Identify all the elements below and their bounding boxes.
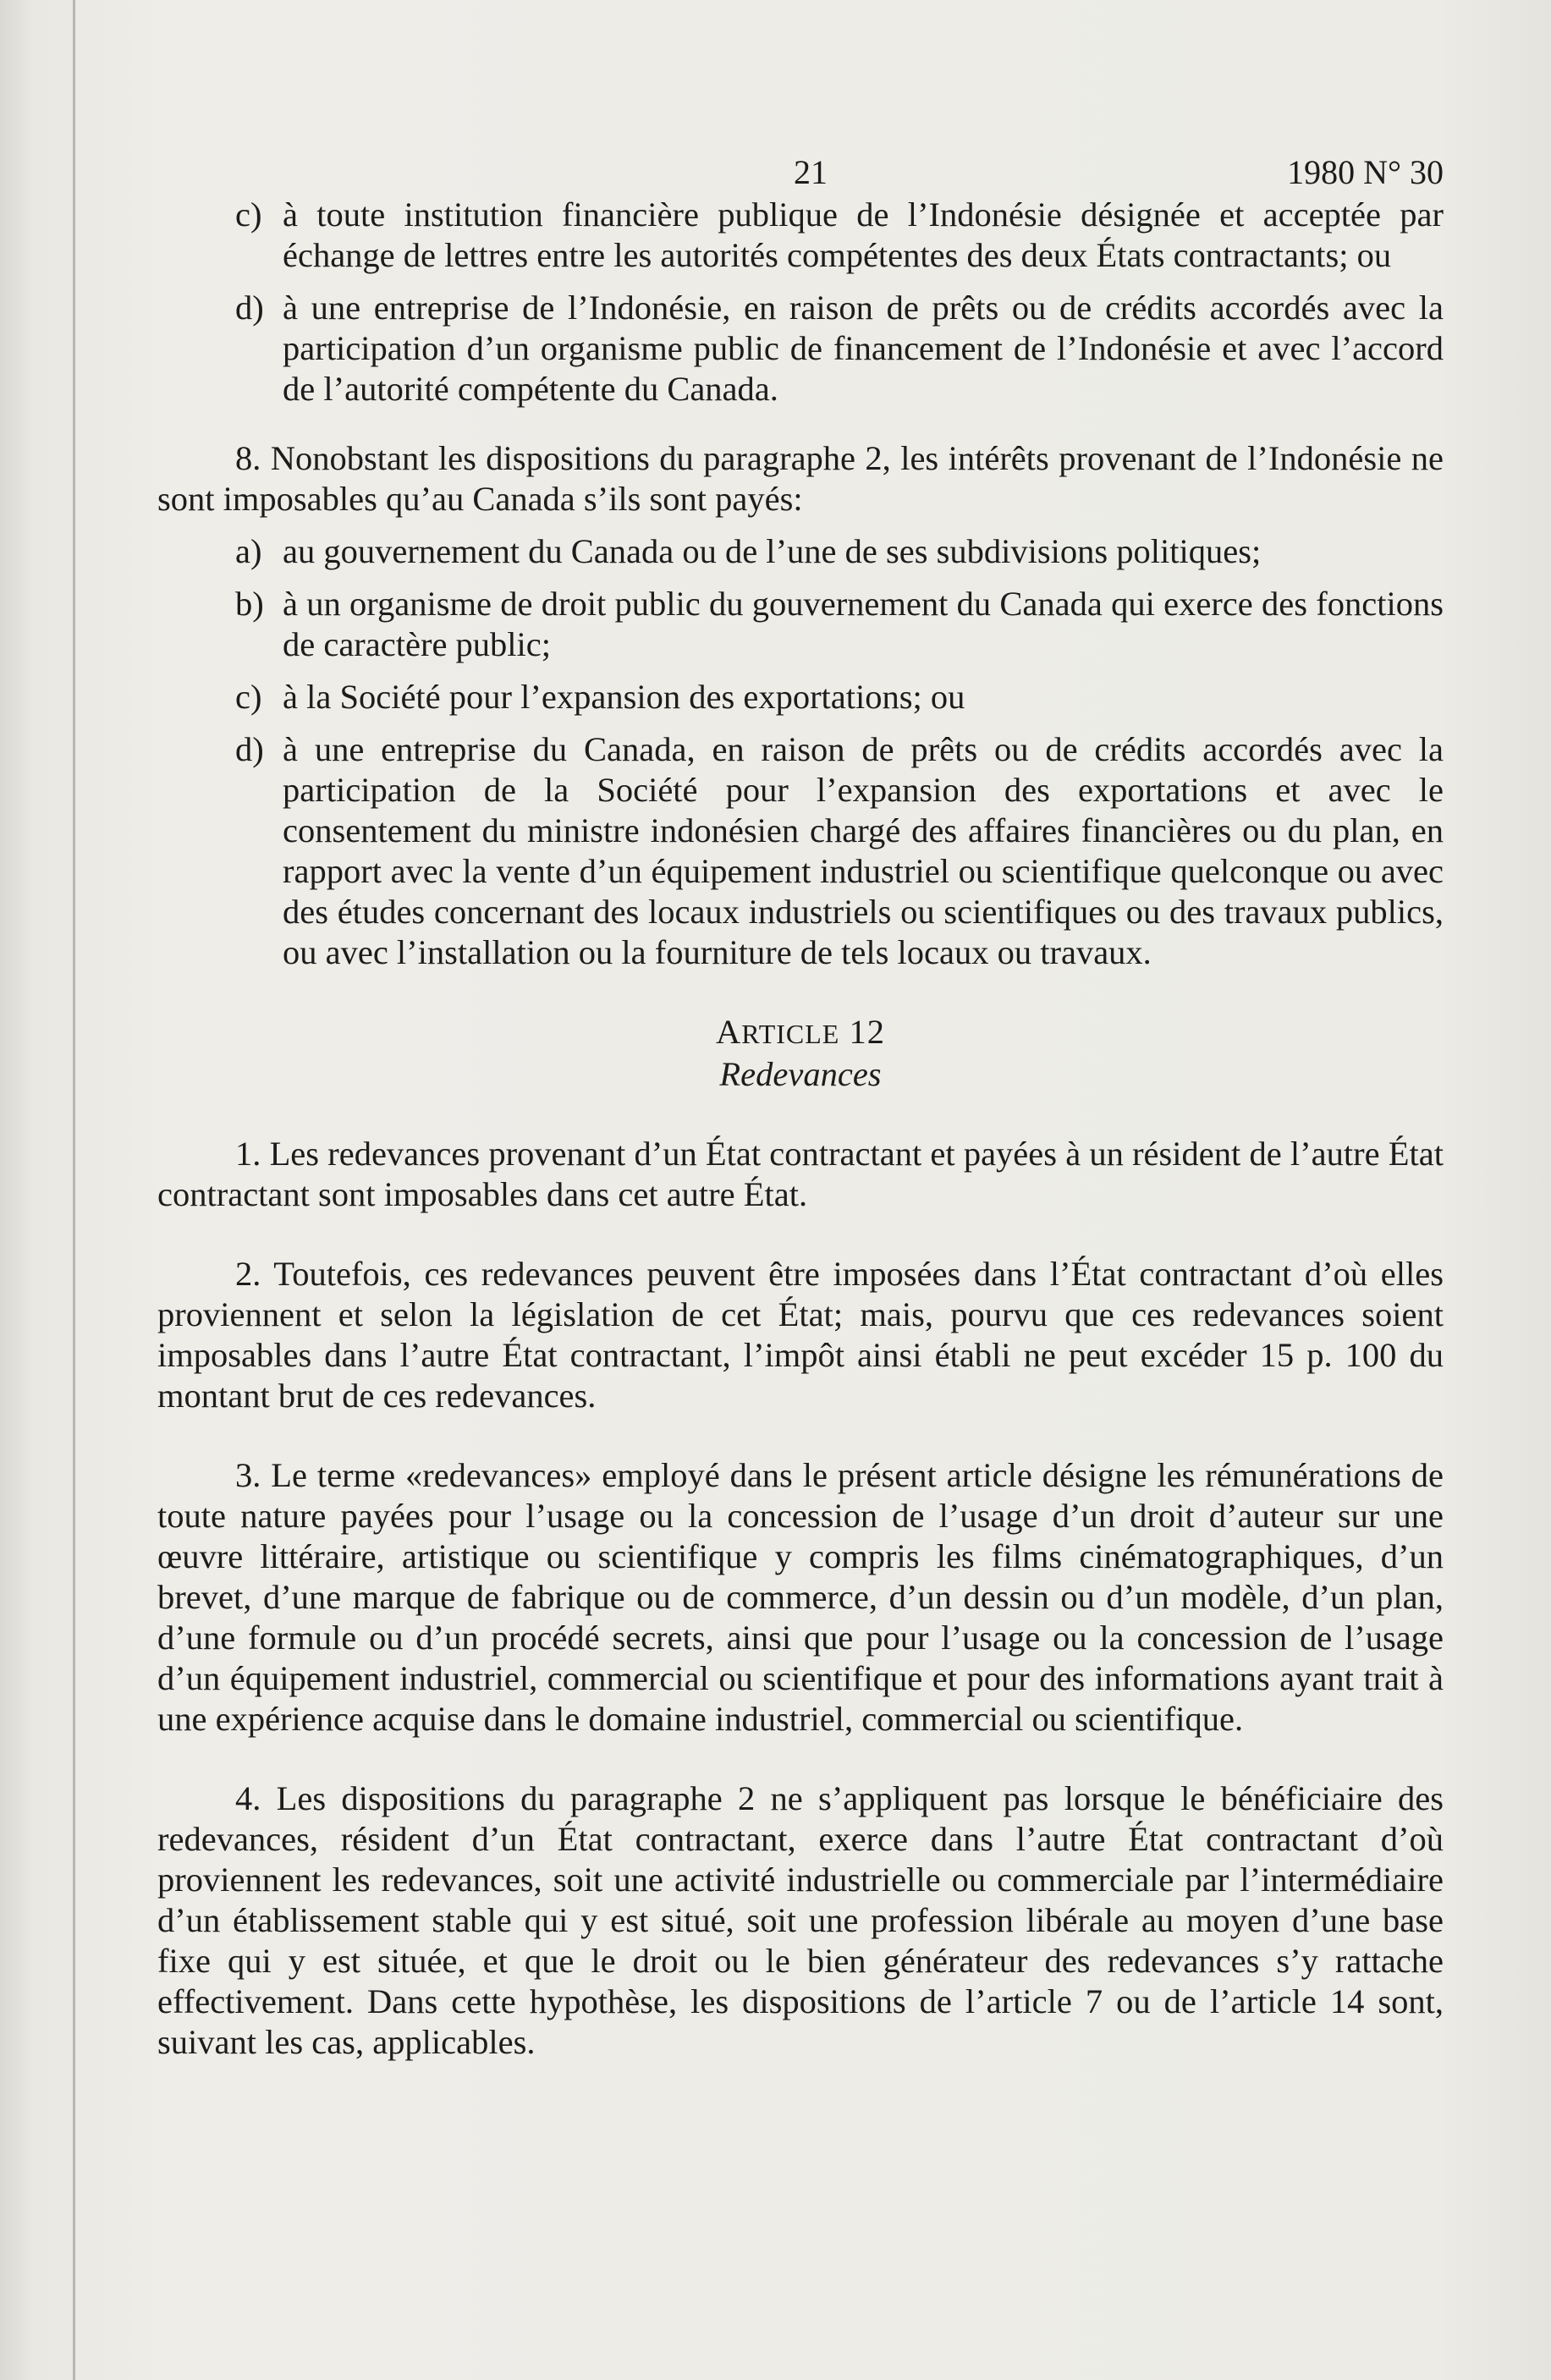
document-body bbox=[157, 135, 1444, 2063]
item-label: b) bbox=[235, 585, 264, 623]
item-text: au gouvernement du Canada ou de l’une de ses subdivisions politiques; bbox=[283, 532, 1262, 570]
list-item bbox=[157, 677, 1444, 717]
paragraph-8: 8. Nonobstant les dispositions du paragraphe 2, les intérêts provenant de l’Indonésie ne sont imposables qu’au Canada s’ils sont payés: bbox=[157, 439, 1444, 518]
item-text: à une entreprise du Canada, en raison de prêts ou de crédits accordés avec la participation de la Société pour l’expansion des exportations et avec le consentement du ministre indonésien chargé des affaires financières ou du plan, en rapport avec la vente d’un équipement industriel ou scientifique quelconque ou avec des études concernant des locaux industriels ou scientifiques ou des travaux publics, ou avec l’installation ou la fourniture de tels locaux ou travaux. bbox=[283, 730, 1444, 971]
paragraph-2: 2. Toutefois, ces redevances peuvent être imposées dans l’État contractant d’où elles proviennent et selon la législation de cet État; mais, pourvu que ces redevances soient imposables dans l’autre État contractant, l’impôt ainsi établi ne peut excéder 15 p. 100 du montant brut de ces redevances. bbox=[157, 1255, 1444, 1415]
article-number: 12 bbox=[849, 1013, 885, 1051]
list-item bbox=[157, 729, 1444, 973]
page-number: 21 bbox=[794, 153, 828, 191]
document-reference: 1980 N° 30 bbox=[1287, 153, 1444, 191]
paragraph-3: 3. Le terme «redevances» employé dans le présent article désigne les rémunérations de toute nature payées pour l’usage ou la concession de l’usage d’un droit d’auteur sur une œuvre littéraire, artistique ou scientifique y compris les films cinématographiques, d’un brevet, d’une marque de fabrique ou de commerce, d’un dessin ou d’un modèle, d’un plan, d’une formule ou d’un procédé secrets, ainsi que pour l’usage ou la concession de l’usage d’un équipement industriel, commercial ou scientifique et pour des informations ayant trait à une expérience acquise dans le domaine industriel, commercial ou scientifique. bbox=[157, 1456, 1444, 1738]
item-label: d) bbox=[235, 730, 264, 768]
item-text: à la Société pour l’expansion des exportations; ou bbox=[283, 678, 965, 716]
item-label: d) bbox=[235, 289, 264, 327]
article-title bbox=[157, 1012, 1444, 1054]
item-label: c) bbox=[235, 195, 262, 234]
article-title-rest: RTICLE bbox=[741, 1019, 840, 1049]
paragraph-1: 1. Les redevances provenant d’un État contractant et payées à un résident de l’autre État contractant sont imposables dans cet autre État. bbox=[157, 1135, 1444, 1213]
list-item bbox=[157, 288, 1444, 409]
list-item bbox=[157, 195, 1444, 276]
item-text: à un organisme de droit public du gouvernement du Canada qui exerce des fonctions de caractère public; bbox=[283, 585, 1444, 663]
binding-gutter bbox=[73, 0, 75, 2380]
article-subtitle: Redevances bbox=[719, 1055, 882, 1093]
list-item bbox=[157, 584, 1444, 665]
item-label: a) bbox=[235, 532, 262, 570]
page-header bbox=[157, 135, 1444, 195]
item-label: c) bbox=[235, 678, 262, 716]
item-text: à toute institution financière publique de l’Indonésie désignée et acceptée par échange de lettres entre les autorités compétentes des deux États contractants; ou bbox=[283, 195, 1444, 274]
list-item bbox=[157, 531, 1444, 572]
paragraph-4: 4. Les dispositions du paragraphe 2 ne s’appliquent pas lorsque le bénéficiaire des redevances, résident d’un État contractant, exerce dans l’autre État contractant d’où proviennent les redevances, soit une activité industrielle ou commerciale par l’intermédiaire d’un établissement stable qui y est situé, soit une profession libérale au moyen d’une base fixe qui y est située, et que le droit ou le bien générateur des redevances s’y rattache effectivement. Dans cette hypothèse, les dispositions de l’article 7 ou de l’article 14 sont, suivant les cas, applicables. bbox=[157, 1779, 1444, 2061]
article-title-initial: A bbox=[716, 1013, 742, 1051]
item-text: à une entreprise de l’Indonésie, en raison de prêts ou de crédits accordés avec la participation d’un organisme public de financement de l’Indonésie et avec l’accord de l’autorité compétente du Canada. bbox=[283, 289, 1444, 408]
